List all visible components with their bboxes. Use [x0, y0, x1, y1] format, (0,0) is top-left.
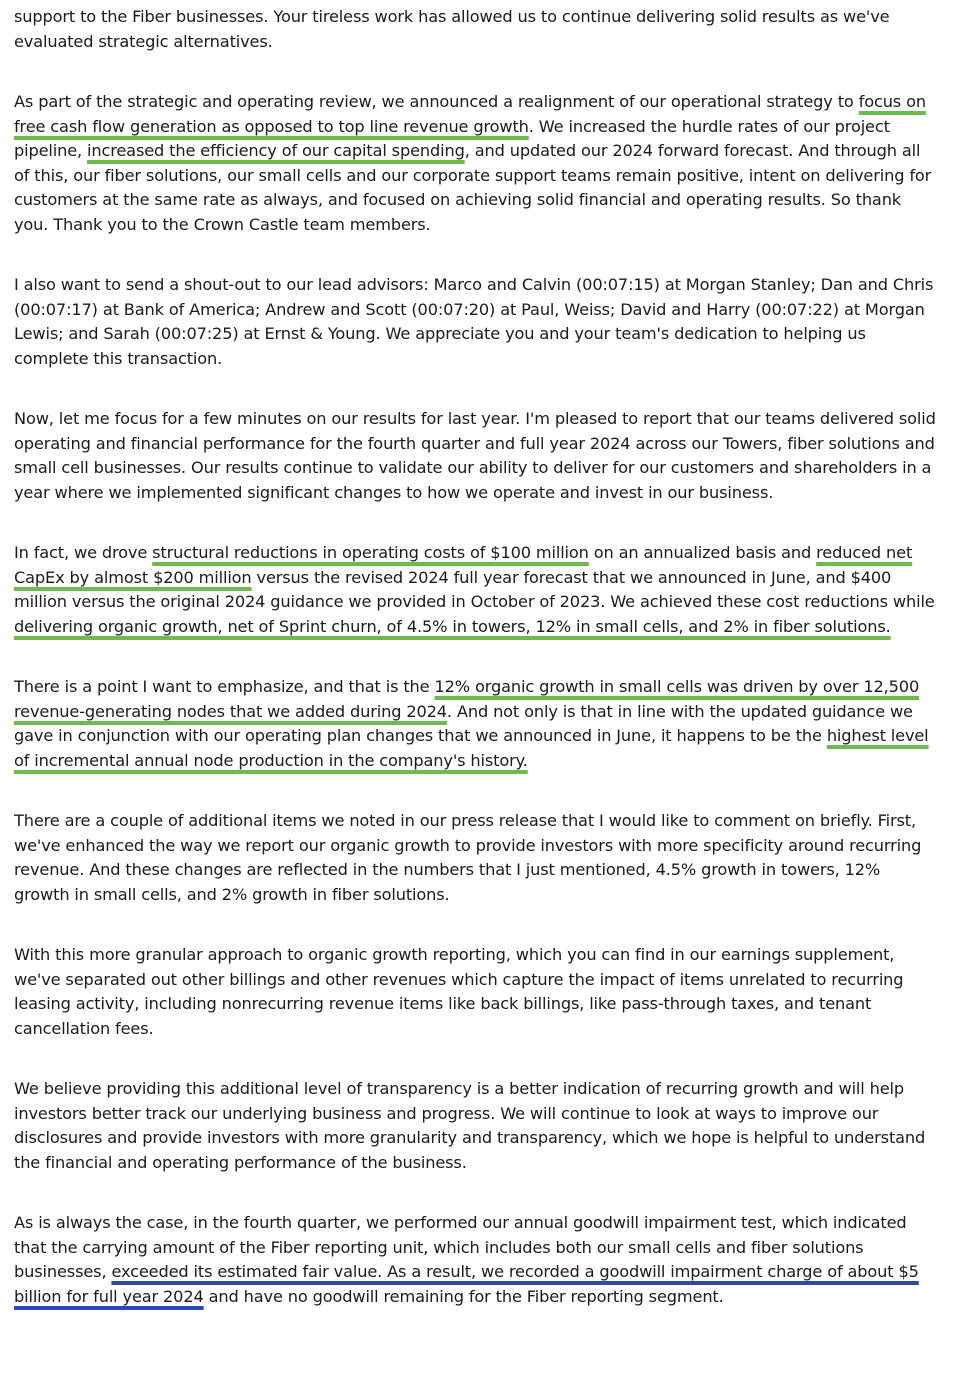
paragraph-5: [14, 541, 940, 639]
green-highlighted-phrase: reduced net CapEx by almost $200 million: [14, 543, 913, 587]
text-run: . We increased the hurdle rates of our project pipeline,: [14, 116, 890, 160]
green-highlighted-phrase: structural reductions in operating costs of $100 million: [152, 543, 589, 562]
green-highlighted-phrase: increased the efficiency of our capital spending: [87, 141, 465, 160]
text-run: , and updated our 2024 forward forecast. And through all of this, our fiber solutions, our small cells and our corporate support teams remain positive, intent on delivering for customers at the same rate as always, and focused on achieving solid financial and operating results. So thank you. Thank you to the Crown Castle team members.: [14, 141, 932, 234]
green-highlighted-phrase: delivering organic growth, net of Sprint churn, of 4.5% in towers, 12% in small cells, and 2% in fiber solutions.: [14, 616, 891, 636]
paragraph-1: [14, 5, 940, 54]
text-run: and have no goodwill remaining for the Fiber reporting segment.: [203, 1286, 724, 1306]
text-run: As is always the case, in the fourth quarter, we performed our annual goodwill impairment test, which indicated that the carrying amount of the Fiber reporting unit, which includes both our small cells and fiber solutions businesses,: [14, 1213, 907, 1281]
paragraph-6: [14, 675, 940, 773]
paragraph-9: [14, 1077, 940, 1175]
green-highlighted-phrase: 12% organic growth in small cells was driven by over 12,500 revenue-generating nodes that we added during 2024: [14, 677, 920, 721]
text-run: In fact, we drove: [14, 543, 153, 562]
text-run: . And not only is that in line with the updated guidance we gave in conjunction with our operating plan changes that we announced in June, it happens to be the: [14, 701, 913, 745]
blue-highlighted-phrase: exceeded its estimated fair value. As a result, we recorded a goodwill impairment charge of about $5 billion for full year 2024: [14, 1262, 919, 1306]
text-run: Now, let me focus for a few minutes on our results for last year. I'm pleased to report that our teams delivered solid operating and financial performance for the fourth quarter and full year 2024 across our Towers, fiber solutions and small cell businesses. Our results continue to validate our ability to deliver for our customers and shareholders in a year where we implemented significant changes to how we operate and invest in our business.: [14, 409, 936, 502]
green-highlighted-phrase: highest level of incremental annual node production in the company's history.: [14, 726, 929, 770]
paragraph-4: [14, 407, 940, 505]
paragraph-2: [14, 90, 940, 237]
text-run: As part of the strategic and operating review, we announced a realignment of our operational strategy to: [14, 92, 859, 111]
text-run: versus the revised 2024 full year forecast that we announced in June, and $400 million versus the original 2024 guidance we provided in October of 2023. We achieved these cost reductions while: [14, 567, 935, 611]
text-run: There is a point I want to emphasize, and that is the: [14, 677, 435, 696]
text-run: I also want to send a shout-out to our lead advisors: Marco and Calvin (00:07:15) at Morgan Stanley; Dan and Chris (00:07:17) at Bank of America; Andrew and Scott (00:07:20) at Paul, Weiss; David and Harry (00:07:22) at Morgan Lewis; and Sarah (00:07:25) at Ernst & Young. We appreciate you and your team's dedication to helping us complete this transaction.: [14, 275, 934, 368]
text-run: With this more granular approach to organic growth reporting, which you can find in our earnings supplement, we've separated out other billings and other revenues which capture the impact of items unrelated to recurring leasing activity, including nonrecurring revenue items like back billings, like pass-through taxes, and tenant cancellation fees.: [14, 945, 904, 1038]
green-highlighted-phrase: focus on free cash flow generation as opposed to top line revenue growth: [14, 92, 926, 136]
paragraph-8: [14, 943, 940, 1041]
text-run: We believe providing this additional level of transparency is a better indication of recurring growth and will help investors better track our underlying business and progress. We will continue to look at ways to improve our disclosures and provide investors with more granularity and transparency, which we hope is helpful to understand the financial and operating performance of the business.: [14, 1079, 926, 1172]
text-run: on an annualized basis and: [588, 543, 817, 562]
text-run: There are a couple of additional items we noted in our press release that I would like to comment on briefly. First, we've enhanced the way we report our organic growth to provide investors with more specificity around recurring revenue. And these changes are reflected in the numbers that I just mentioned, 4.5% growth in towers, 12% growth in small cells, and 2% growth in fiber solutions.: [14, 811, 922, 904]
paragraph-3: [14, 273, 940, 371]
text-run: support to the Fiber businesses. Your tireless work has allowed us to continue delivering solid results as we've evaluated strategic alternatives.: [14, 7, 890, 51]
paragraph-7: [14, 809, 940, 907]
paragraph-10: [14, 1211, 940, 1309]
